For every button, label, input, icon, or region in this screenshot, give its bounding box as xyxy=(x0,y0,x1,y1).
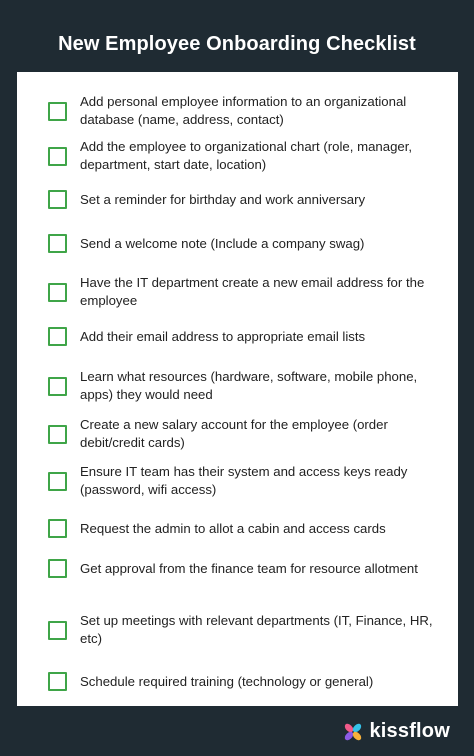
checkbox[interactable] xyxy=(48,234,67,253)
checklist-item[interactable] xyxy=(48,327,440,346)
checklist-item[interactable] xyxy=(48,559,440,578)
checklist-item[interactable] xyxy=(48,519,440,538)
checklist-item-label: Add their email address to appropriate email lists xyxy=(80,328,366,344)
checkbox[interactable] xyxy=(48,672,67,691)
checkbox[interactable] xyxy=(48,377,67,396)
checklist-item[interactable] xyxy=(48,672,440,691)
checklist-item-label: Set a reminder for birthday and work anniversary xyxy=(80,191,366,207)
checklist-item-label: Create a new salary account for the employee (order debit/credit cards) xyxy=(80,417,388,450)
kissflow-logo xyxy=(343,720,450,743)
checkbox[interactable] xyxy=(48,519,67,538)
checkbox[interactable] xyxy=(48,190,67,209)
checklist-item[interactable] xyxy=(48,93,440,129)
checkbox[interactable] xyxy=(48,425,67,444)
checklist-item-label: Add the employee to organizational chart (role, manager, department, start date, location) xyxy=(80,139,413,172)
checkbox[interactable] xyxy=(48,327,67,346)
checklist-item[interactable] xyxy=(48,416,440,452)
checklist-item-label: Have the IT department create a new email address for the employee xyxy=(80,275,425,308)
checklist-item-label: Ensure IT team has their system and access keys ready (password, wifi access) xyxy=(80,464,408,497)
checkbox[interactable] xyxy=(48,283,67,302)
checklist-item-label: Schedule required training (technology or general) xyxy=(80,673,374,689)
checklist-item[interactable] xyxy=(48,234,440,253)
checklist-item-label: Learn what resources (hardware, software, mobile phone, apps) they would need xyxy=(80,369,418,402)
checkbox[interactable] xyxy=(48,621,67,640)
logo-text: kissflow xyxy=(369,720,450,742)
checklist-item[interactable] xyxy=(48,368,440,404)
checkbox[interactable] xyxy=(48,559,67,578)
kissflow-logo-icon xyxy=(343,722,363,742)
checklist-item[interactable] xyxy=(48,463,440,499)
checklist-item[interactable] xyxy=(48,274,440,310)
checklist-card xyxy=(17,72,458,706)
checklist-item[interactable] xyxy=(48,612,440,648)
checklist-item-label: Send a welcome note (Include a company swag) xyxy=(80,235,365,251)
checklist-item-label: Get approval from the finance team for resource allotment xyxy=(80,560,418,576)
checklist-item-label: Add personal employee information to an organizational database (name, address, contact) xyxy=(80,94,407,127)
page-title: New Employee Onboarding Checklist xyxy=(58,33,416,55)
checklist-item[interactable] xyxy=(48,190,440,209)
checklist-item-label: Set up meetings with relevant departments (IT, Finance, HR, etc) xyxy=(80,613,433,646)
checkbox[interactable] xyxy=(48,147,67,166)
checkbox[interactable] xyxy=(48,102,67,121)
checklist-item[interactable] xyxy=(48,138,440,174)
checkbox[interactable] xyxy=(48,472,67,491)
checklist-item-label: Request the admin to allot a cabin and access cards xyxy=(80,520,386,536)
